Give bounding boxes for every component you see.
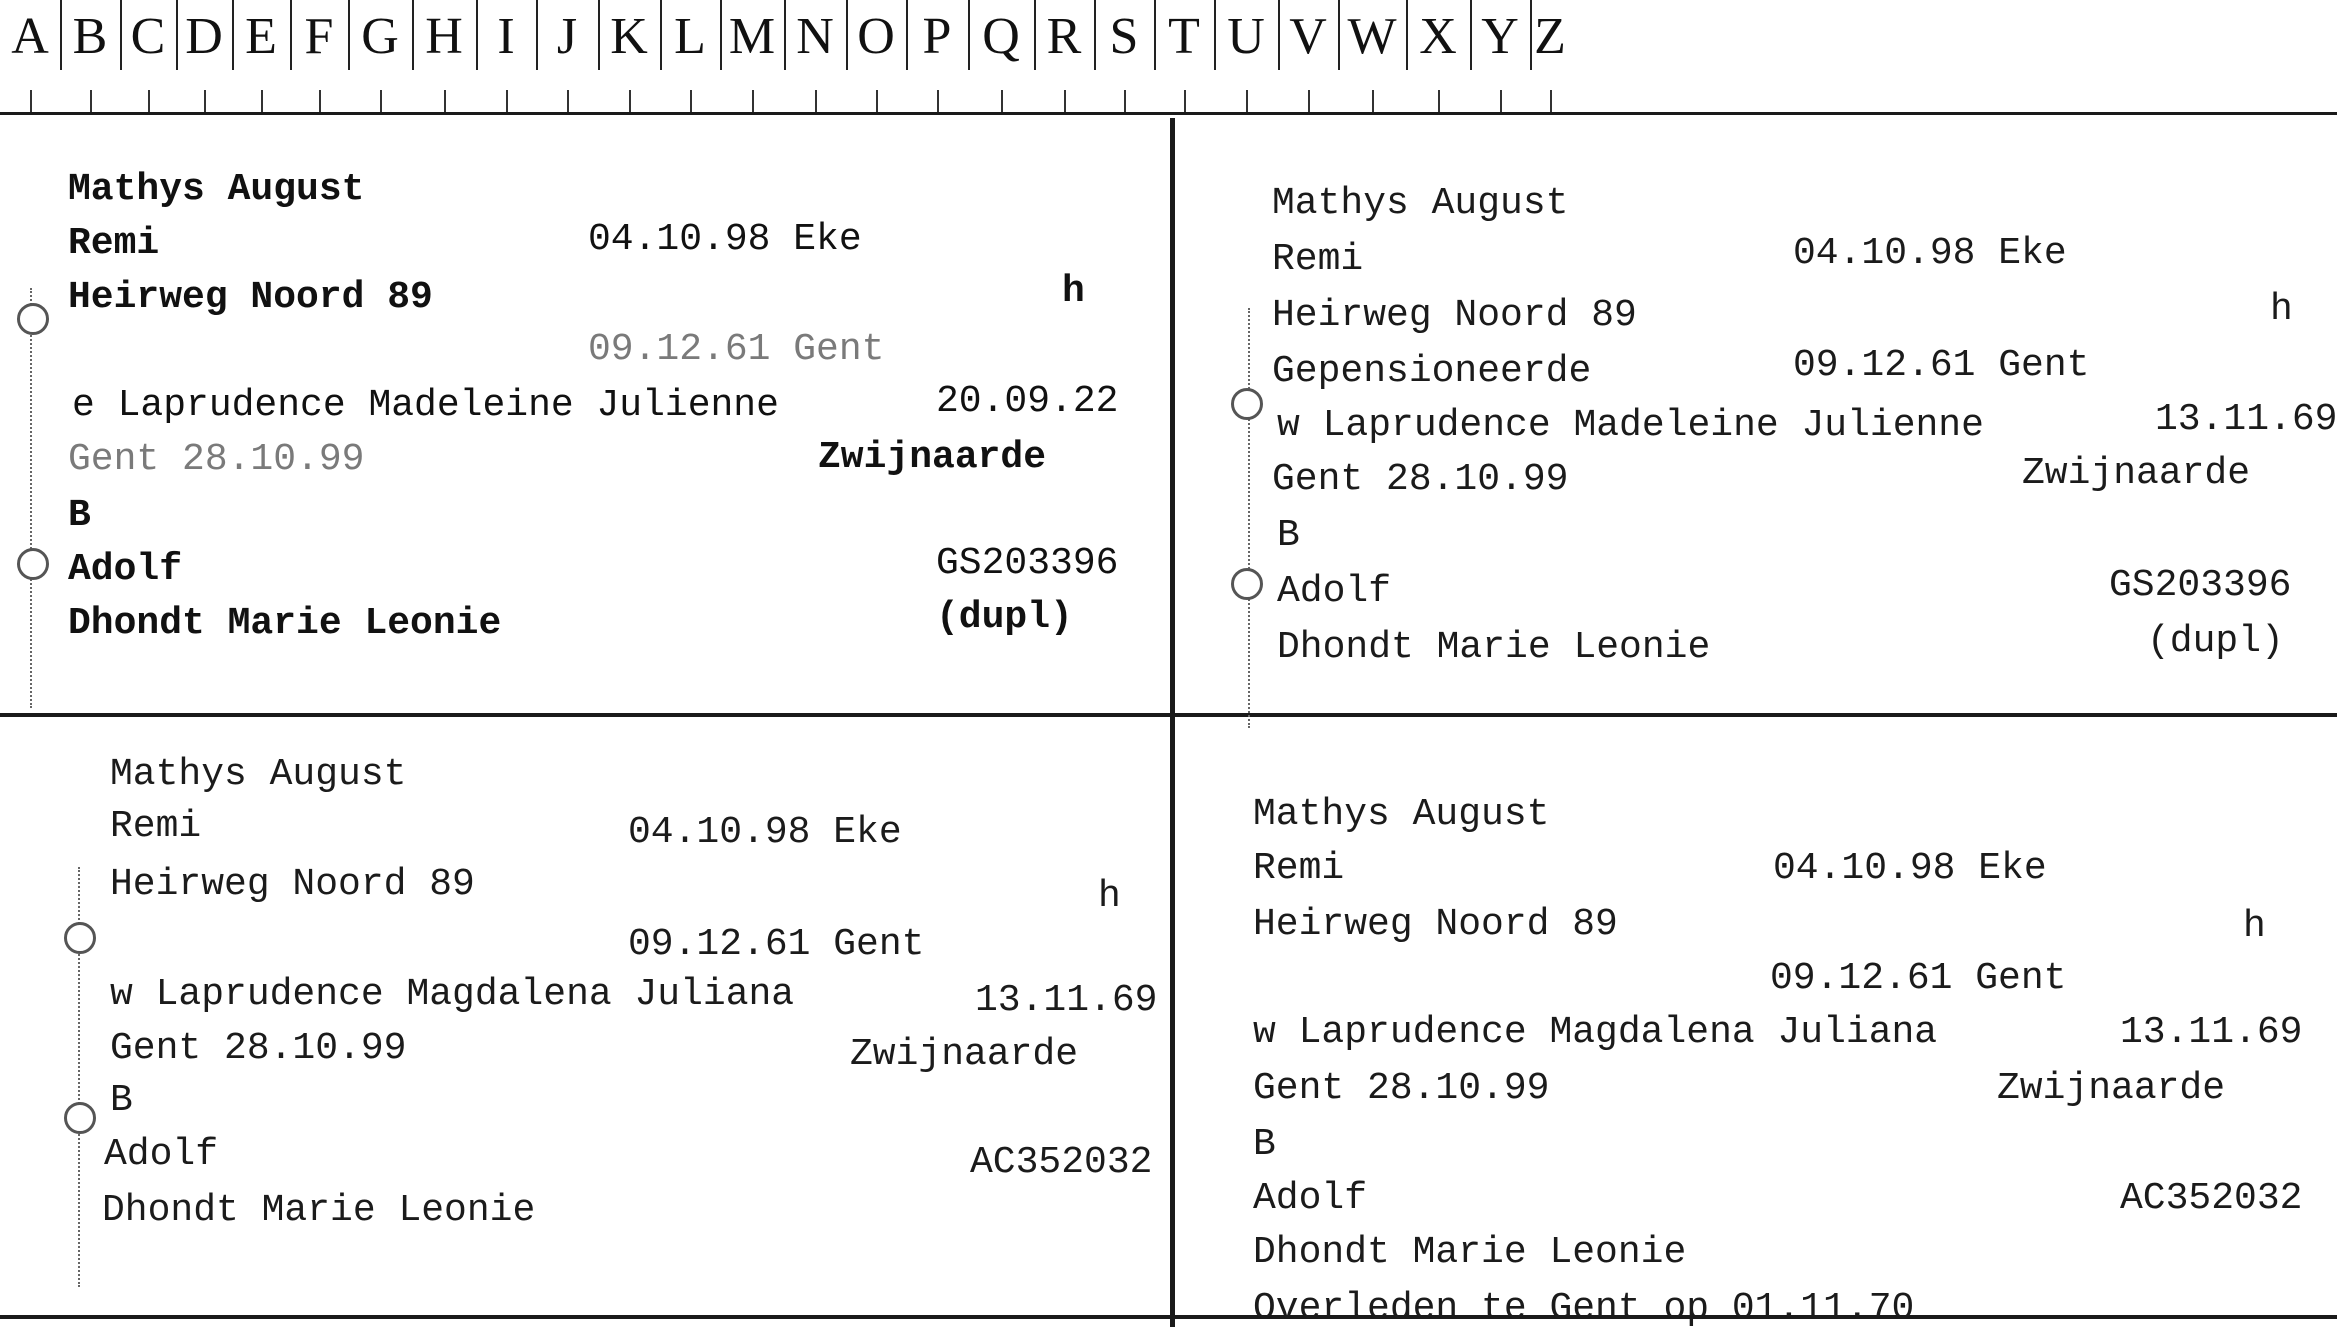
index-separator	[1406, 0, 1408, 70]
index-letter-a: A	[11, 8, 49, 65]
punch-hole	[64, 922, 96, 954]
punch-hole	[64, 1102, 96, 1134]
card-nationality: B	[1277, 514, 1300, 557]
ruler-tick	[380, 90, 382, 112]
index-letter-r: R	[1046, 8, 1082, 65]
card-arrival: 09.12.61 Gent	[588, 328, 885, 371]
index-letter-w: W	[1347, 8, 1397, 65]
card-gender: h	[2243, 905, 2266, 948]
card-father: Adolf	[1277, 570, 1392, 613]
index-separator	[660, 0, 662, 70]
index-separator	[476, 0, 478, 70]
index-separator	[290, 0, 292, 70]
card-marriage-date: 13.11.69	[975, 979, 1158, 1022]
index-separator	[1530, 0, 1532, 70]
card-arrival: 09.12.61 Gent	[1793, 344, 2090, 387]
index-separator	[536, 0, 538, 70]
index-separator	[1034, 0, 1036, 70]
card-doc-number: GS203396	[936, 542, 1119, 585]
index-separator	[120, 0, 122, 70]
index-ruler	[0, 0, 2337, 118]
card-mother: Dhondt Marie Leonie	[1277, 626, 1711, 669]
record-card-top-right	[1175, 118, 2337, 713]
binder-margin	[30, 288, 32, 708]
index-letter-t: T	[1168, 8, 1200, 65]
card-address: Heirweg Noord 89	[1272, 294, 1637, 337]
index-separator	[1278, 0, 1280, 70]
punch-hole	[1231, 568, 1263, 600]
index-separator	[968, 0, 970, 70]
index-separator	[1154, 0, 1156, 70]
card-spouse-birth: Gent 28.10.99	[68, 438, 365, 481]
card-nationality: B	[68, 494, 91, 537]
index-separator	[1338, 0, 1340, 70]
index-letter-c: C	[130, 8, 166, 65]
ruler-tick	[90, 90, 92, 112]
ruler-tick	[937, 90, 939, 112]
card-gender: h	[1098, 875, 1121, 918]
index-letter-q: Q	[982, 8, 1020, 65]
card-address: Heirweg Noord 89	[110, 863, 475, 906]
index-letter-g: G	[361, 8, 399, 65]
card-nationality: B	[1253, 1123, 1276, 1166]
index-separator	[906, 0, 908, 70]
index-letter-n: N	[796, 8, 834, 65]
card-spouse: e Laprudence Madeleine Julienne	[72, 384, 779, 427]
ruler-tick	[690, 90, 692, 112]
card-spouse: w Laprudence Magdalena Juliana	[110, 973, 795, 1016]
punch-hole	[17, 548, 49, 580]
ruler-tick	[1001, 90, 1003, 112]
card-marriage-place: Zwijnaarde	[818, 436, 1047, 479]
index-letter-z: Z	[1534, 8, 1566, 65]
card-marriage-place: Zwijnaarde	[1997, 1067, 2226, 1110]
card-marriage-date: 13.11.69	[2120, 1011, 2303, 1054]
ruler-tick	[1246, 90, 1248, 112]
index-letter-y: Y	[1481, 8, 1519, 65]
card-first-name: Remi	[1272, 238, 1364, 281]
ruler-tick	[1308, 90, 1310, 112]
index-separator	[412, 0, 414, 70]
index-letter-u: U	[1227, 8, 1265, 65]
index-letter-h: H	[425, 8, 463, 65]
ruler-tick	[1124, 90, 1126, 112]
index-separator	[784, 0, 786, 70]
ruler-tick	[1184, 90, 1186, 112]
card-first-name: Remi	[110, 805, 202, 848]
card-doc-number: AC352032	[970, 1141, 1153, 1184]
ruler-tick	[148, 90, 150, 112]
index-letter-v: V	[1289, 8, 1327, 65]
card-note: (dupl)	[2147, 620, 2284, 663]
ruler-tick	[1064, 90, 1066, 112]
card-arrival: 09.12.61 Gent	[628, 923, 925, 966]
index-letter-d: D	[185, 8, 223, 65]
index-separator	[1470, 0, 1472, 70]
bottom-divider	[0, 1315, 2337, 1319]
card-spouse: w Laprudence Magdalena Juliana	[1253, 1011, 1938, 1054]
card-name: Mathys August	[110, 753, 407, 796]
index-letter-x: X	[1419, 8, 1457, 65]
card-doc-number: GS203396	[2109, 564, 2292, 607]
ruler-tick	[815, 90, 817, 112]
record-card-bottom-right	[1175, 717, 2337, 1330]
index-letter-e: E	[245, 8, 277, 65]
card-name: Mathys August	[1253, 793, 1550, 836]
index-letter-o: O	[857, 8, 895, 65]
ruler-tick	[629, 90, 631, 112]
index-separator	[1214, 0, 1216, 70]
card-spouse-birth: Gent 28.10.99	[1272, 458, 1569, 501]
card-father: Adolf	[104, 1133, 219, 1176]
index-letter-m: M	[728, 8, 776, 65]
card-name: Mathys August	[1272, 182, 1569, 225]
card-address: Heirweg Noord 89	[1253, 903, 1618, 946]
ruler-tick	[1500, 90, 1502, 112]
ruler-tick	[444, 90, 446, 112]
ruler-tick	[261, 90, 263, 112]
card-marriage-date: 13.11.69	[2155, 398, 2337, 441]
punch-hole	[17, 303, 49, 335]
card-first-name: Remi	[68, 222, 160, 265]
card-mother: Dhondt Marie Leonie	[102, 1189, 536, 1232]
card-birth: 04.10.98 Eke	[1773, 847, 2047, 890]
card-father: Adolf	[68, 548, 183, 591]
index-separator	[720, 0, 722, 70]
index-letter-b: B	[72, 8, 108, 65]
card-gender: h	[1062, 270, 1085, 313]
record-card-bottom-left	[0, 717, 1170, 1315]
card-gender: h	[2270, 288, 2293, 331]
card-spouse: w Laprudence Madeleine Julienne	[1277, 404, 1984, 447]
index-separator	[348, 0, 350, 70]
card-note: (dupl)	[936, 596, 1073, 639]
ruler-baseline	[0, 112, 2337, 115]
index-letter-i: I	[497, 8, 515, 65]
ruler-tick	[1550, 90, 1552, 112]
ruler-tick	[204, 90, 206, 112]
ruler-tick	[319, 90, 321, 112]
card-name: Mathys August	[68, 168, 365, 211]
card-spouse-birth: Gent 28.10.99	[110, 1027, 407, 1070]
card-mother: Dhondt Marie Leonie	[68, 602, 502, 645]
index-separator	[1094, 0, 1096, 70]
record-card-top-left	[0, 118, 1170, 713]
card-address: Heirweg Noord 89	[68, 276, 433, 319]
ruler-tick	[567, 90, 569, 112]
card-birth: 04.10.98 Eke	[628, 811, 902, 854]
index-letter-k: K	[610, 8, 648, 65]
card-marriage-place: Zwijnaarde	[2022, 452, 2251, 495]
punch-hole	[1231, 388, 1263, 420]
ruler-tick	[1438, 90, 1440, 112]
index-separator	[60, 0, 62, 70]
index-letter-j: J	[556, 8, 578, 65]
ruler-tick	[506, 90, 508, 112]
card-occupation: Gepensioneerde	[1272, 350, 1592, 393]
ruler-tick	[876, 90, 878, 112]
binder-margin	[1248, 308, 1250, 728]
card-doc-number: AC352032	[2120, 1177, 2303, 1220]
ruler-tick	[30, 90, 32, 112]
card-death: Overleden te Gent op 01.11.70	[1253, 1287, 1915, 1330]
card-spouse-birth: Gent 28.10.99	[1253, 1067, 1550, 1110]
index-letter-s: S	[1109, 8, 1139, 65]
index-letter-l: L	[674, 8, 706, 65]
card-birth: 04.10.98 Eke	[1793, 232, 2067, 275]
card-arrival: 09.12.61 Gent	[1770, 957, 2067, 1000]
ruler-tick	[752, 90, 754, 112]
card-nationality: B	[110, 1079, 133, 1122]
card-father: Adolf	[1253, 1177, 1368, 1220]
ruler-tick	[1372, 90, 1374, 112]
index-letter-f: F	[304, 8, 334, 65]
index-separator	[846, 0, 848, 70]
index-letter-p: P	[922, 8, 952, 65]
index-separator	[598, 0, 600, 70]
index-separator	[232, 0, 234, 70]
index-separator	[176, 0, 178, 70]
card-marriage-place: Zwijnaarde	[850, 1033, 1079, 1076]
card-first-name: Remi	[1253, 847, 1345, 890]
card-marriage-date: 20.09.22	[936, 380, 1119, 423]
card-mother: Dhondt Marie Leonie	[1253, 1231, 1687, 1274]
card-birth: 04.10.98 Eke	[588, 218, 862, 261]
